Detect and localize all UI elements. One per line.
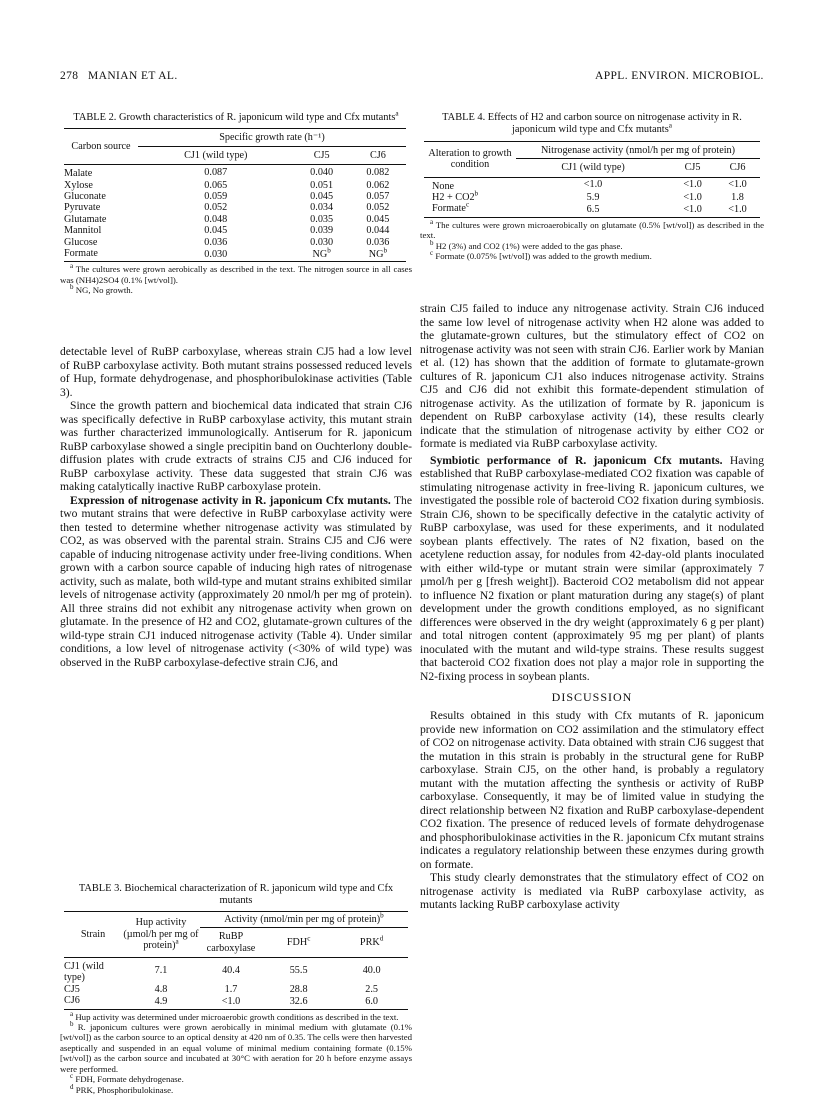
table4-footnote-c: $^c$ Formate (0.075% [wt/vol]) was added to the growth medium.	[430, 249, 652, 262]
table4-group-head: Nitrogenase activity (nmol/h per mg of protein)	[516, 141, 760, 158]
table-row: Malate 0.087 0.040 0.082	[64, 166, 390, 180]
table-row: CJ6 4.9 <1.0 32.6 6.0	[64, 995, 378, 1008]
paragraph: This study clearly demonstrates that the stimulatory effect of CO2 on nitrogenase activity is mediated via RuBP carboxylase activity, as mutants lacking RuBP carboxylase activity	[420, 871, 764, 911]
table3-col-fdh: FDH$^c$	[286, 934, 311, 948]
table3-footnote-d: $^d$ PRK, Phosphoribulokinase.	[70, 1082, 174, 1095]
table3-group-head: Activity (nmol/min per mg of protein)$^b$	[200, 911, 408, 927]
paragraph: Symbiotic performance of R. japonicum Cfx mutants. Having established that RuBP carboxylase-mediated CO2 fixation was capable of stimulating nitrogenase activity in free-living R. japonicum cultures, we investigated the possible role of bacteroid CO2 fixation during symbiosis. Strain CJ6, shown to be specifically defective in the catalytic activity of RuBP carboxylase, was used for these experiments, and it nodulated soybean plants effectively. The rates of N2 fixation, based on the acetylene reduction assay, for nodules from 42-day-old plants inoculated with either wild-type or mutant strain were similar (approximately 7 µmol/h per g [fresh weight]). Bacteroid CO2 metabolism did not appear to influence N2 fixation or plant maturation during any stage(s) of plant development under the growth conditions employed, as no significant differences were observed in the dry weight (approximately 6 g per plant) and total nitrogen content (approximately 95 mg per plant) of plants inoculated with the mutant and wild-type strains. These results suggest that bacteroid CO2 fixation does not play a major role in supporting the N2-fixing process in soybean plants.	[420, 453, 764, 683]
table2-body	[64, 165, 406, 262]
table4-col-cj5: CJ5	[684, 162, 701, 174]
table3-footnote-a: $^a$ Hup activity was determined under microaerobic growth conditions as described in the text.	[70, 1009, 399, 1022]
table-row: Formate$^c$ 6.5 <1.0 <1.0	[432, 201, 747, 216]
running-authors: MANIAN ET AL.	[88, 70, 178, 82]
table3-col-hup: Hup activity (µmol/h per mg of protein)$^a$	[123, 917, 199, 952]
table3	[60, 883, 412, 1095]
table2-footnote-a: $^a$ The cultures were grown aerobically as described in the text. The nitrogen source in all cases was (NH4)2SO4 (0.1% [wt/vol]).	[60, 262, 413, 285]
table-row: Glutamate 0.048 0.035 0.045	[64, 213, 390, 225]
table3-col-prk: PRK$^d$	[359, 934, 384, 948]
paragraph: strain CJ5 failed to induce any nitrogenase activity. Strain CJ6 induced the same low level of nitrogenase activity when H2 alone was added to the glutamate-grown cultures, but the stimulatory effect of CO2 on nitrogenase activity was not seen with strain CJ6. Earlier work by Manian et al. (12) has shown that the addition of formate to glutamate-grown cultures of R. japonicum CJ1 also induces nitrogenase activity. Strains CJ5 and CJ6 did not exhibit this formate-dependent stimulation of nitrogenase activity. As the utilization of formate by R. japonicum is dependent on RuBP carboxylase activity (14), these results clearly indicate that the stimulation of nitrogenase activity by either CO2 or formate is mediated via RuBP carboxylase activity.	[420, 302, 764, 450]
paragraph: Since the growth pattern and biochemical data indicated that strain CJ6 was specifically defective in RuBP carboxylase activity, this mutant strain was further characterized immunologically. Antiserum for R. japonicum RuBP carboxylase showed a single precipitin band on Ouchterlony double-diffusion plates with crude extracts of strains CJ5 and CJ6 induced for RuBP carboxylase activity. These data suggested that strain CJ6 was making catalytically inactive RuBP carboxylase protein.	[60, 399, 412, 493]
table-row: CJ1 (wild type) 7.1 40.4 55.5 40.0	[64, 961, 381, 984]
table3-col-rubp: RuBP carboxylase	[206, 931, 256, 954]
table-row: Gluconate 0.059 0.045 0.057	[64, 191, 390, 203]
table2-group-head: Specific growth rate (h⁻¹)	[138, 129, 406, 146]
table-row: None <1.0 <1.0 <1.0	[432, 179, 747, 192]
table-row: Formate 0.030 $NG^b$ $NG^b$	[64, 246, 388, 261]
table4-grid	[424, 141, 760, 218]
table-row: Glucose 0.036 0.030 0.036	[64, 236, 390, 248]
table-row: Mannitol 0.045 0.039 0.044	[64, 225, 390, 237]
section-heading: Symbiotic performance of R. japonicum Cfx mutants.	[430, 453, 723, 467]
table-row: Pyruvate 0.052 0.034 0.052	[64, 202, 390, 214]
table-row: $H2 + CO2^b$ 5.9 <1.0 1.8	[432, 189, 744, 204]
table4-caption: TABLE 4. Effects of H2 and carbon source on nitrogenase activity in R. japonicum wild type and Cfx mutants$^a$	[442, 112, 742, 136]
table3-col-strain: Strain	[80, 928, 106, 940]
table2-grid	[64, 128, 406, 262]
table2-col-cj5: CJ5	[313, 149, 330, 161]
table3-body	[64, 958, 408, 1010]
table2-footnote-b: $^b$ NG, No growth.	[70, 283, 133, 296]
table3-grid	[64, 911, 408, 1010]
discussion-heading: DISCUSSION	[551, 690, 633, 704]
table4-col-alteration: Alteration to growth condition	[428, 147, 512, 171]
table4-body	[424, 177, 760, 217]
table2-col-cj6: CJ6	[369, 149, 386, 161]
page-number: 278	[60, 70, 79, 82]
table4-col-cj1: CJ1 (wild type)	[561, 162, 625, 174]
table4-footnote-a: $^a$ The cultures were grown microaerobically on glutamate (0.5% [wt/vol]) as described in the text.	[420, 217, 764, 241]
right-body-text	[420, 302, 764, 912]
table3-footnote-c: $^c$ FDH, Formate dehydrogenase.	[70, 1072, 184, 1085]
left-body-text	[60, 345, 412, 669]
paragraph: Expression of nitrogenase activity in R. japonicum Cfx mutants. The two mutant strains that were defective in RuBP carboxylase activity were then tested to determine whether nitrogenase activity was stimulated by CO2, as was observed with the parental strain. Strains CJ5 and CJ6 were capable of inducing nitrogenase activity under free-living conditions. When grown with a carbon source capable of inducing high rates of nitrogenase activity, such as malate, both wild-type and mutant strains exhibited similar levels of nitrogenase activity (approximately 20 nmol/h per mg of protein). All three strains did not exhibit any nitrogenase activity when grown on glutamate. In the presence of H2 and CO2, glutamate-grown cultures of the wild-type strain CJ1 induced nitrogenase activity (Table 4). Under similar conditions, a low level of nitrogenase activity (<30% of wild type) was observed in the RuBP carboxylase-defective strain CJ6, and	[60, 493, 412, 669]
table-row: CJ5 4.8 1.7 28.8 2.5	[64, 983, 378, 995]
table2	[60, 109, 413, 296]
table3-caption: TABLE 3. Biochemical characterization of R. japonicum wild type and Cfx mutants	[78, 883, 394, 907]
table4-footnote-b: $^b$ H2 (3%) and CO2 (1%) were added to the gas phase.	[430, 238, 623, 251]
table-row: Xylose 0.065 0.051 0.062	[64, 179, 390, 191]
table2-caption: TABLE 2. Growth characteristics of R. japonicum wild type and Cfx mutants$^a$	[73, 109, 399, 123]
table3-footnote-b: $^b$ R. japonicum cultures were grown aerobically in minimal medium with glutamate (0.1% [wt/vol]) as the carbon source to an optical density at 420 nm of 0.35. The cells were then harvested aseptically and suspended in an equal volume of minimal medium containing formate (0.15% [wt/vol]) as the carbon source and incubated at 30°C with aeration for 20 h before enzyme assays were performed.	[60, 1020, 412, 1074]
paragraph: detectable level of RuBP carboxylase, whereas strain CJ5 had a low level of RuBP carboxylase activity. Both mutant strains possessed reduced levels of Hup, formate dehydrogenase, and phosphoribulokinase activities (Table 3).	[60, 345, 412, 399]
paragraph: Results obtained in this study with Cfx mutants of R. japonicum provide new information on CO2 assimilation and the stimulatory effect of CO2 on nitrogenase activity. Data obtained with strain CJ6 suggest that the mutation in this strain is probably in the structural gene for RuBP carboxylase. Strain CJ5, on the other hand, is probably a regulatory mutant with the mutation affecting the synthesis or activity of RuBP carboxylase. Consequently, it may be of limited value in studying the direct relationship between N2 fixation and RuBP carboxylase-dependent CO2 fixation. The presence of reduced levels of formate dehydrogenase and phosphoribulokinase activities in the R. japonicum Cfx mutant strains indicates a regulatory relationship between these enzymes during growth on formate.	[420, 709, 764, 871]
table2-col-cj1: CJ1 (wild type)	[184, 149, 248, 161]
journal-name: APPL. ENVIRON. MICROBIOL.	[595, 70, 764, 82]
table2-col-carbon: Carbon source	[71, 141, 131, 153]
table4-col-cj6: CJ6	[729, 162, 746, 174]
table4	[420, 112, 764, 261]
section-heading: Expression of nitrogenase activity in R. japonicum Cfx mutants.	[70, 493, 391, 507]
